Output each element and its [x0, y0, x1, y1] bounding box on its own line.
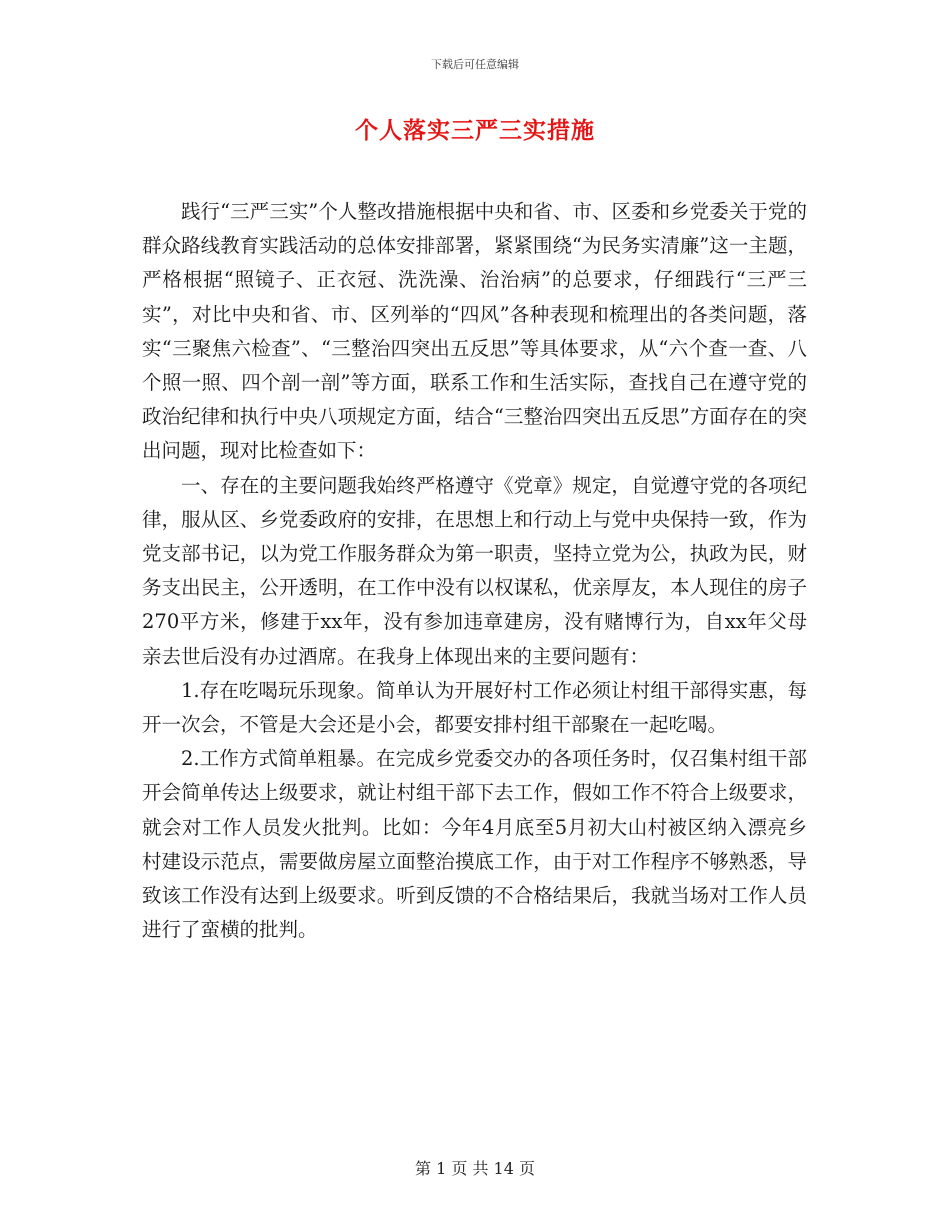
header-note: 下载后可任意编辑	[431, 58, 519, 71]
page-number-footer: 第 1 页 共 14 页	[415, 1159, 535, 1178]
paragraph-intro: 践行“三严三实”个人整改措施根据中央和省、市、区委和乡党委关于党的群众路线教育实践活动的总体安排部署，紧紧围绕“为民务实清廉”这一主题，严格根据“照镜子、正衣冠、洗洗澡、治治病”的总要求，仔细践行“三严三实”，对比中央和省、市、区列举的“四风”各种表现和梳理出的各类问题，落实“三聚焦六检查”、“三整治四突出五反思”等具体要求，从“六个查一查、八个照一照、四个剖一剖”等方面，联系工作和生活实际，查找自己在遵守党的政治纪律和执行中央八项规定方面，结合“三整治四突出五反思”方面存在的突出问题，现对比检查如下：	[142, 200, 807, 463]
paragraph-problem-1: 1.存在吃喝玩乐现象。简单认为开展好村工作必须让村组干部得实惠，每开一次会，不管是大会还是小会，都要安排村组干部聚在一起吃喝。	[142, 678, 807, 737]
document-title: 个人落实三严三实措施	[355, 117, 595, 144]
document-body	[142, 195, 807, 947]
paragraph-main-problems: 一、存在的主要问题我始终严格遵守《党章》规定，自觉遵守党的各项纪律，服从区、乡党委政府的安排，在思想上和行动上与党中央保持一致，作为党支部书记，以为党工作服务群众为第一职责，坚持立党为公，执政为民，财务支出民主，公开透明，在工作中没有以权谋私，优亲厚友，本人现住的房子270平方米，修建于xx年，没有参加违章建房，没有赌博行为，自xx年父母亲去世后没有办过酒席。在我身上体现出来的主要问题有：	[142, 473, 807, 668]
paragraph-problem-2: 2.工作方式简单粗暴。在完成乡党委交办的各项任务时，仅召集村组干部开会简单传达上级要求，就让村组干部下去工作，假如工作不符合上级要求，就会对工作人员发火批判。比如：今年4月底至5月初大山村被区纳入漂亮乡村建设示范点，需要做房屋立面整治摸底工作，由于对工作程序不够熟悉，导致该工作没有达到上级要求。听到反馈的不合格结果后，我就当场对工作人员进行了蛮横的批判。	[142, 747, 807, 942]
